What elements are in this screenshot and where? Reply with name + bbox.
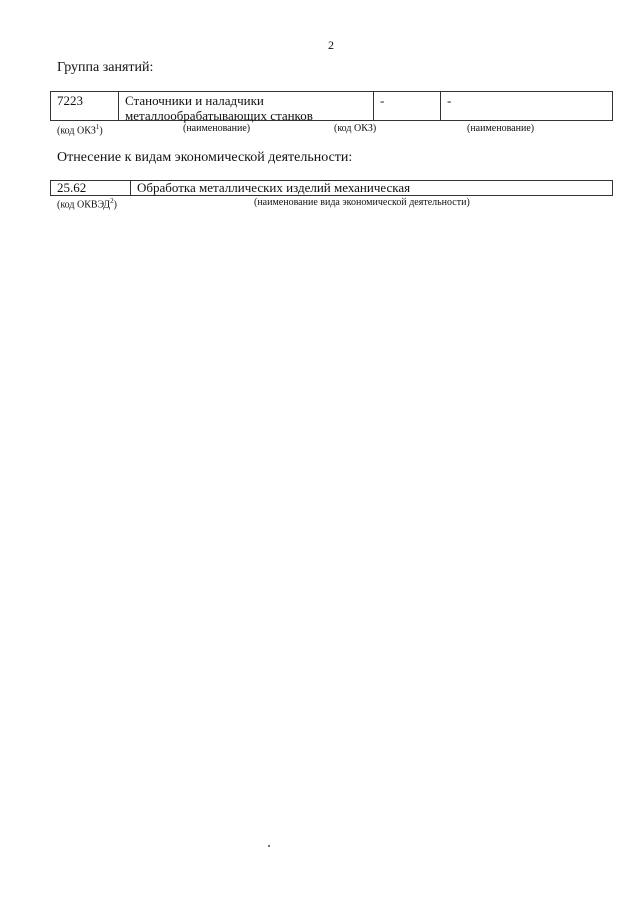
page-number: 2 [328, 38, 334, 52]
scan-speck [268, 845, 270, 847]
okz-code-2-cell: - [374, 92, 441, 120]
caption-occupation-name: (наименование) [183, 123, 251, 134]
economic-activity-table [50, 180, 613, 196]
occupation-name-cell [119, 92, 374, 123]
occupation-group-title: Группа занятий: [57, 60, 154, 75]
occupation-name-line1: Станочники и наладчики [125, 93, 264, 108]
caption-okz-code-2: (код ОКЗ) [334, 123, 377, 134]
activity-name-cell: Обработка металлических изделий механическая [137, 180, 411, 195]
occupation-name-2-cell: - [447, 93, 452, 108]
occupation-name-line2: металлообрабатывающих станков [125, 108, 313, 123]
caption-occupation-name-2: (наименование) [467, 123, 535, 134]
caption-okved-code: (код ОКВЭД$^2$) [57, 197, 117, 211]
caption-okz-code: (код ОКЗ$^1$) [57, 123, 103, 137]
caption-activity-name: (наименование вида экономической деятельности) [254, 197, 470, 208]
economic-activity-title: Отнесение к видам экономической деятельности: [57, 150, 353, 165]
occupation-group-table [50, 91, 613, 121]
okz-code-cell: 7223 [51, 92, 119, 120]
okved-code-cell: 25.62 [51, 181, 131, 195]
